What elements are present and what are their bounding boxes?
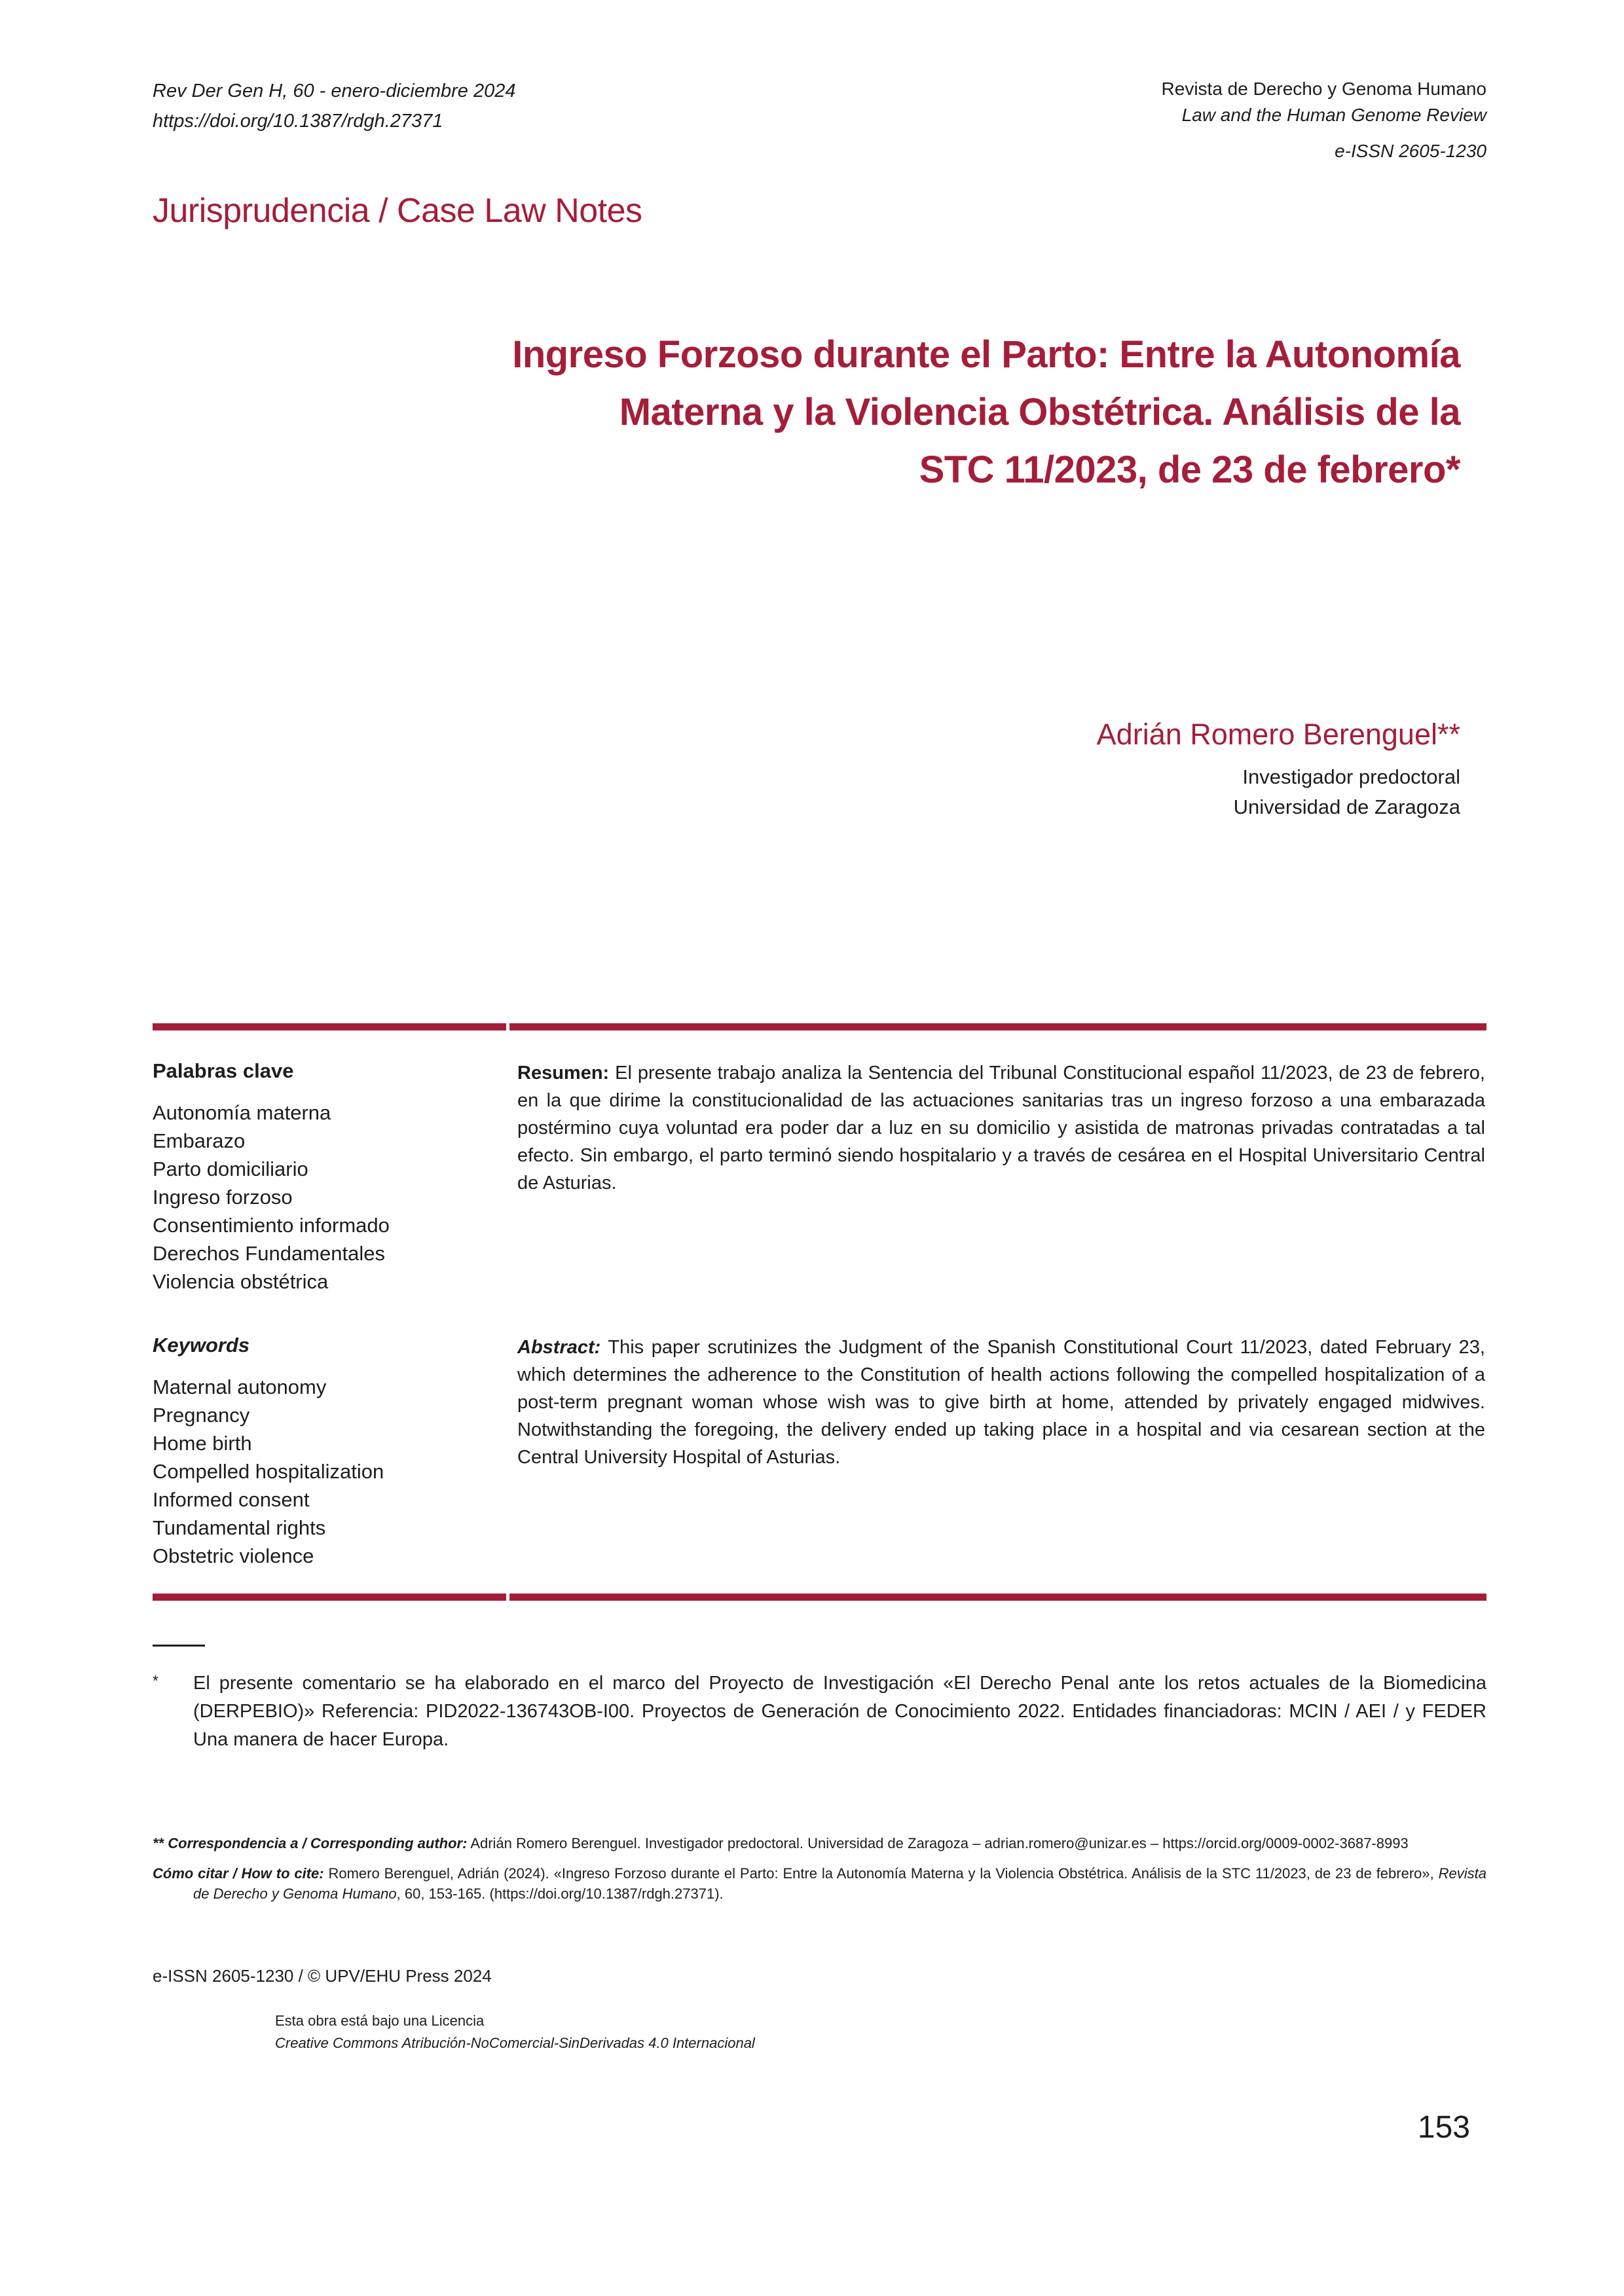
palabra-clave-item: Parto domiciliario	[153, 1157, 308, 1180]
cite-label: Cómo citar / How to cite:	[153, 1865, 324, 1882]
page-header	[153, 76, 1486, 164]
keyword-item: Tundamental rights	[153, 1516, 326, 1539]
resumen-text: El presente trabajo analiza la Sentencia del Tribunal Constitucional español 11/2023, de 23 de febrero, en la que dirime la constitucionalidad de las actuaciones sanitarias tras un ingreso forzoso a una embarazada postérmino cuya voluntad era poder dar a luz en su domicilio y asistida de matronas privadas contratadas a tal efecto. Sin embargo, el parto terminó siendo hospitalario y a través de cesárea en el Hospital Universitario Central de Asturias.	[517, 1063, 1485, 1194]
correspondence-block	[153, 1833, 1486, 1914]
footnote-star-text: El presente comentario se ha elaborado en el marco del Proyecto de Investigación «El Derecho Penal ante los retos actuales de la Biomedicina (DERPEBIO)» Referencia: PID2022-136743OB-I00. Proyectos de Generación de Conocimiento 2022. Entidades financiadoras: MCIN / AEI / y FEDER Una manera de hacer Europa.	[193, 1673, 1486, 1750]
abstract-text: This paper scrutinizes the Judgment of the Spanish Constitutional Court 11/2023, dated February 23, which determines the adherence to the Constitution of health actions following the compelled hospitalization of a post-term pregnant woman whose wish was to give birth at home, attended by privately engaged midwives. Notwithstanding the foregoing, the delivery ended up taking place in a hospital and via cesarean section at the Central University Hospital of Asturias.	[517, 1337, 1485, 1468]
keyword-item: Maternal autonomy	[153, 1376, 327, 1398]
bottom-rule	[153, 1594, 1486, 1601]
journal-name-en: Law and the Human Genome Review	[1181, 105, 1486, 125]
author-role: Investigador predoctoral	[1242, 765, 1460, 788]
resumen-paragraph	[517, 1059, 1486, 1197]
correspondence-text: Adrián Romero Berenguel. Investigador predoctoral. Universidad de Zaragoza – adrian.romero@unizar.es – https://orcid.org/0009-0002-3687-8993	[470, 1835, 1409, 1851]
article-title	[153, 326, 1460, 499]
footnote-separator	[153, 1645, 205, 1647]
article-title-line1: Ingreso Forzoso durante el Parto: Entre la Autonomía	[512, 333, 1460, 376]
footnote-star-marker: *	[153, 1672, 158, 1689]
keyword-item: Obstetric violence	[153, 1544, 314, 1567]
keyword-item: Home birth	[153, 1432, 252, 1455]
palabra-clave-item: Ingreso forzoso	[153, 1186, 293, 1209]
keywords-abstract-grid	[153, 1030, 1486, 1594]
keyword-item: Compelled hospitalization	[153, 1460, 384, 1483]
corresponding-author-note	[153, 1833, 1486, 1853]
article-title-line3: STC 11/2023, de 23 de febrero*	[919, 448, 1460, 491]
top-rule	[153, 1023, 1486, 1030]
palabra-clave-item: Derechos Fundamentales	[153, 1242, 385, 1265]
palabra-clave-item: Consentimiento informado	[153, 1214, 390, 1237]
abstract-column	[517, 1334, 1486, 1570]
bottom-rule-right-segment	[509, 1594, 1486, 1601]
correspondence-label: Correspondencia a / Corresponding author:	[168, 1835, 468, 1851]
resumen-label: Resumen:	[517, 1063, 610, 1084]
keyword-item: Informed consent	[153, 1488, 310, 1511]
top-rule-left-segment	[153, 1023, 506, 1030]
license-line2: Creative Commons Atribución-NoComercial-SinDerivadas 4.0 Internacional	[275, 2035, 755, 2051]
article-title-line2: Materna y la Violencia Obstétrica. Análisis de la	[619, 391, 1460, 433]
palabras-clave-list	[153, 1099, 517, 1296]
issn-copyright-line: e-ISSN 2605-1230 / © UPV/EHU Press 2024	[153, 1966, 492, 1986]
header-left	[153, 76, 515, 136]
cite-journal-name: Revista de Derecho y Genoma Humano	[193, 1865, 1486, 1902]
section-heading: Jurisprudencia / Case Law Notes	[153, 192, 642, 230]
palabras-clave-column	[153, 1059, 517, 1296]
journal-name-es: Revista de Derecho y Genoma Humano	[1161, 79, 1486, 99]
palabra-clave-item: Violencia obstétrica	[153, 1270, 329, 1293]
cite-text-pre: Romero Berenguel, Adrián (2024). «Ingreso Forzoso durante el Parto: Entre la Autonomía Materna y la Violencia Obstétrica. Análisis de la STC 11/2023, de 23 de febrero»,	[328, 1865, 1439, 1882]
article-doi: https://doi.org/10.1387/rdgh.27371	[153, 111, 443, 132]
author-block	[153, 718, 1460, 822]
header-right	[1162, 76, 1486, 164]
footnote-star	[153, 1669, 1486, 1754]
abstract-paragraph	[517, 1334, 1486, 1471]
license-block	[275, 2010, 755, 2054]
abstract-label: Abstract:	[517, 1337, 601, 1358]
keywords-abstract-section	[153, 1023, 1486, 1601]
page-number: 153	[1417, 2110, 1470, 2145]
palabras-clave-heading: Palabras clave	[153, 1059, 294, 1082]
cite-text-post: , 60, 153-165. (https://doi.org/10.1387/rdgh.27371).	[396, 1886, 724, 1902]
keywords-heading: Keywords	[153, 1334, 250, 1357]
license-line1: Esta obra está bajo una Licencia	[275, 2013, 485, 2029]
author-name: Adrián Romero Berenguel**	[1096, 718, 1460, 751]
journal-eissn: e-ISSN 2605-1230	[1335, 141, 1486, 161]
author-affiliation: Universidad de Zaragoza	[1233, 795, 1460, 818]
bottom-rule-left-segment	[153, 1594, 506, 1601]
how-to-cite-note	[153, 1863, 1486, 1904]
palabra-clave-item: Embarazo	[153, 1129, 246, 1152]
palabra-clave-item: Autonomía materna	[153, 1101, 331, 1124]
top-rule-right-segment	[509, 1023, 1486, 1030]
keywords-list	[153, 1373, 517, 1570]
resumen-column	[517, 1059, 1486, 1296]
keywords-column	[153, 1334, 517, 1570]
correspondence-marker: **	[153, 1835, 164, 1851]
journal-issue-reference: Rev Der Gen H, 60 - enero-diciembre 2024	[153, 81, 516, 101]
keyword-item: Pregnancy	[153, 1404, 250, 1427]
